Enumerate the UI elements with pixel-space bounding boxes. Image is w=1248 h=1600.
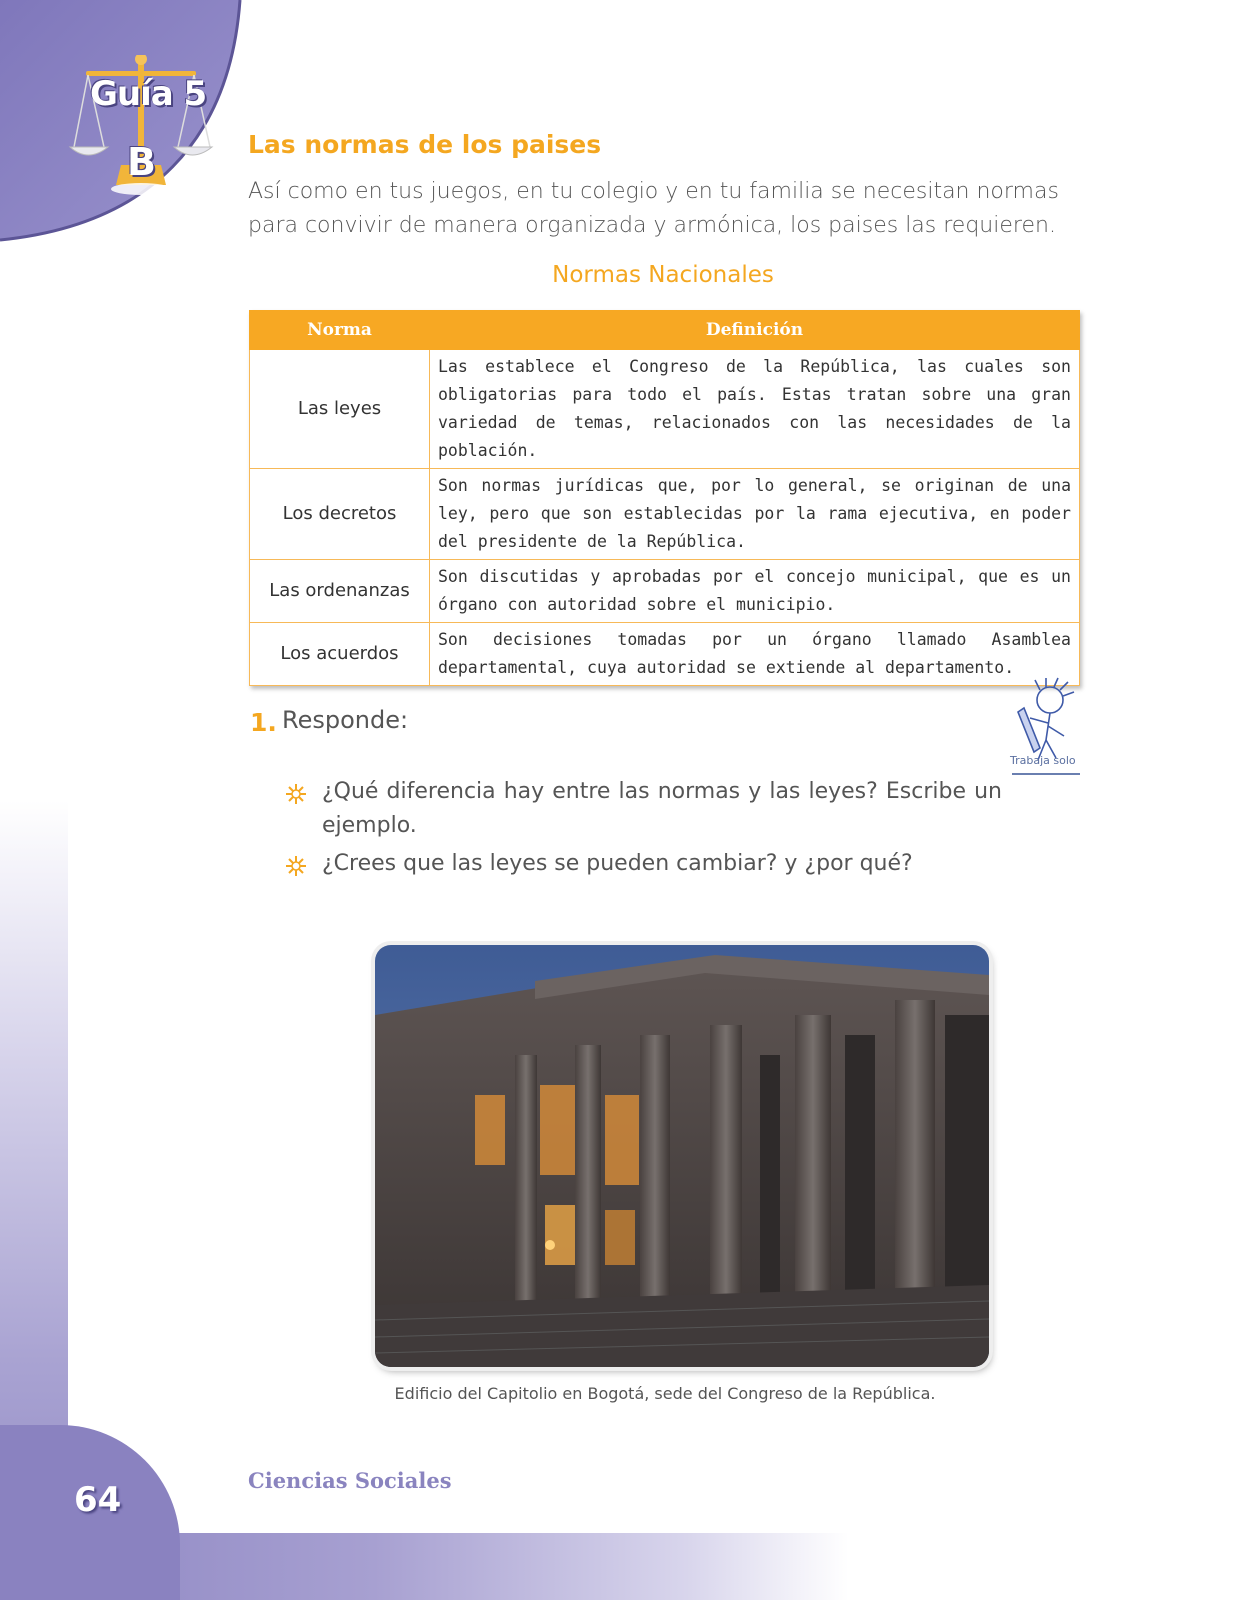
capitol-illustration — [375, 945, 989, 1367]
definicion-cell: Son discutidas y aprobadas por el concejo municipal, que es un órgano con autoridad sobre el municipio. — [430, 560, 1080, 623]
question-text: ¿Crees que las leyes se pueden cambiar? y ¿por qué? — [322, 851, 913, 876]
sun-bullet-icon — [285, 783, 307, 805]
section-title: Las normas de los paises — [248, 130, 602, 159]
guia-label: Guía 5 — [90, 74, 207, 114]
table-row — [250, 350, 1080, 469]
bottom-gradient-band — [0, 1533, 1248, 1600]
header-definicion: Definición — [430, 311, 1080, 350]
definicion-cell: Son normas jurídicas que, por lo general, se originan de una ley, pero que son establecidas por la rama ejecutiva, en poder del presidente de la República. — [430, 469, 1080, 560]
norms-table — [249, 310, 1080, 686]
table-row — [250, 560, 1080, 623]
footer-subject: Ciencias Sociales — [248, 1468, 452, 1493]
page-number: 64 — [74, 1480, 122, 1520]
definicion-cell: Las establece el Congreso de la República, las cuales son obligatorias para todo el país. Estas tratan sobre una gran variedad de temas, relacionados con las necesidades de la población. — [430, 350, 1080, 469]
trabaja-solo-label: Trabaja solo — [1010, 754, 1076, 767]
question-text: ¿Qué diferencia hay entre las normas y las leyes? Escribe un ejemplo. — [322, 779, 1002, 838]
table-title: Normas Nacionales — [552, 262, 774, 288]
activity-label: Responde: — [282, 706, 409, 734]
definicion-cell: Son decisiones tomadas por un órgano llamado Asamblea departamental, cuya autoridad se extiende al departamento. — [430, 623, 1080, 686]
intro-paragraph: Así como en tus juegos, en tu colegio y en tu familia se necesitan normas para convivir de manera organizada y armónica, los paises las requieren. — [248, 179, 1059, 238]
trabaja-solo-underline — [1012, 773, 1080, 775]
table-header-row — [250, 311, 1080, 350]
photo-caption: Edificio del Capitolio en Bogotá, sede del Congreso de la República. — [394, 1384, 936, 1403]
activity-number: 1. — [250, 708, 277, 737]
norma-cell: Las ordenanzas — [250, 560, 430, 623]
norma-cell: Los acuerdos — [250, 623, 430, 686]
table-row — [250, 623, 1080, 686]
norma-cell: Los decretos — [250, 469, 430, 560]
header-norma: Norma — [250, 311, 430, 350]
norma-cell: Las leyes — [250, 350, 430, 469]
sun-bullet-icon — [285, 855, 307, 877]
table-row — [250, 469, 1080, 560]
guia-letter: B — [127, 140, 156, 184]
capitol-building-photo — [375, 945, 989, 1367]
